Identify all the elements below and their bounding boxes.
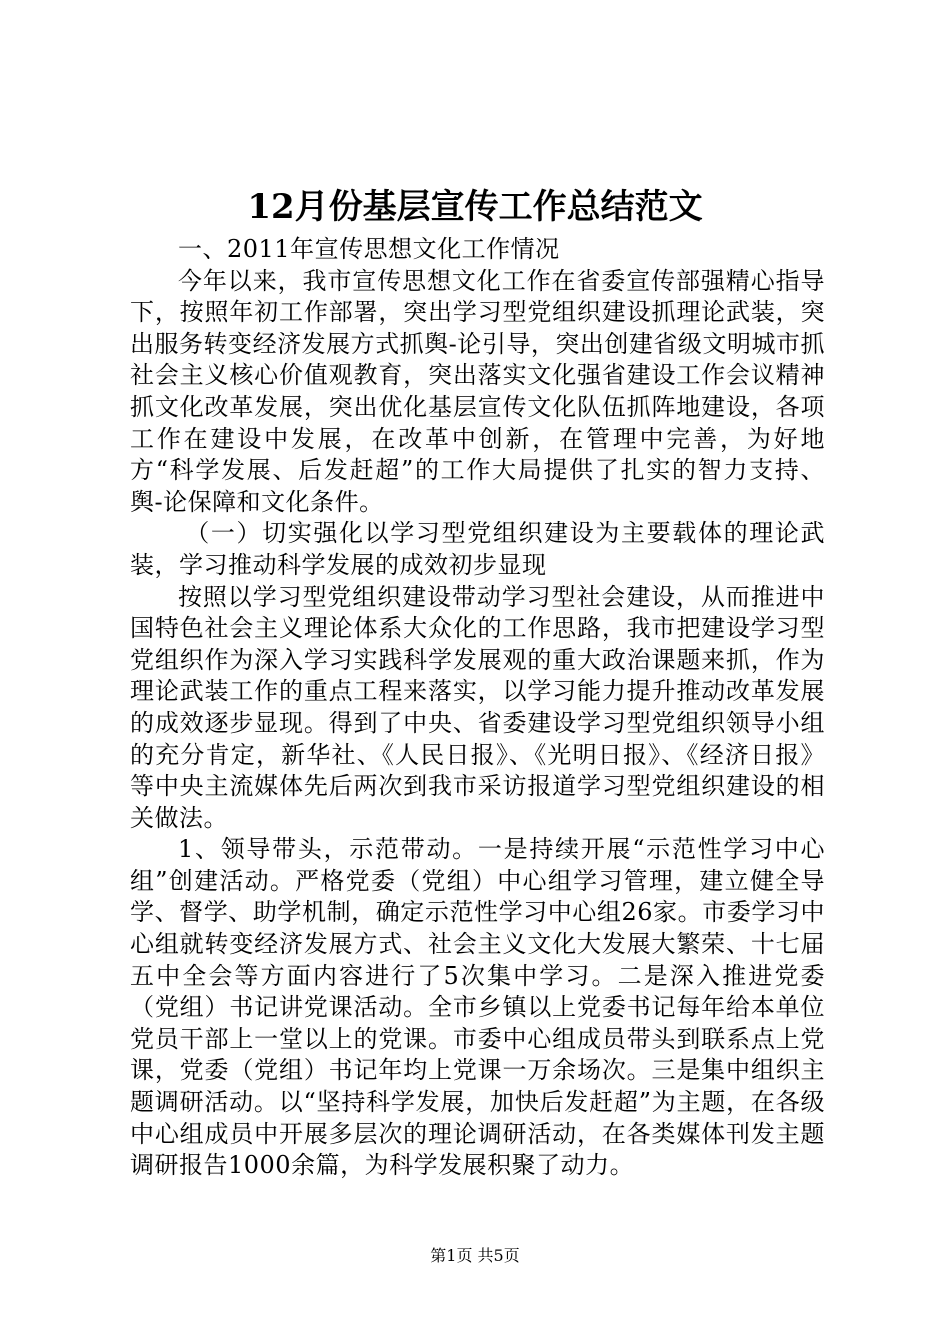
paragraph-intro: 今年以来，我市宣传思想文化工作在省委宣传部强精心指导下，按照年初工作部署，突出学习型党组织建设抓理论武装，突出服务转变经济发展方式抓舆-论引导，突出创建省级文明城市抓社会主义核心价值观教育，突出落实文化强省建设工作会议精神抓文化改革发展，突出优化基层宣传文化队伍抓阵地建设，各项工作在建设中发展，在改革中创新，在管理中完善，为好地方“科学发展、后发赶超”的工作大局提供了扎实的智力支持、舆-论保障和文化条件。 — [130, 266, 825, 516]
paragraph-learning-party: 按照以学习型党组织建设带动学习型社会建设，从而推进中国特色社会主义理论体系大众化的工作思路，我市把建设学习型党组织作为深入学习实践科学发展观的重大政治课题来抓，作为理论武装工作的重点工程来落实，以学习能力提升推动改革发展的成效逐步显现。得到了中央、省委建设学习型党组织领导小组的充分肯定，新华社、《人民日报》、《光明日报》、《经济日报》等中央主流媒体先后两次到我市采访报道学习型党组织建设的相关做法。 — [130, 582, 825, 832]
document-title: 12月份基层宣传工作总结范文 — [247, 187, 703, 227]
paragraph-leadership: 1、领导带头，示范带动。一是持续开展“示范性学习中心组”创建活动。严格党委（党组）中心组学习管理，建立健全导学、督学、助学机制，确定示范性学习中心组26家。市委学习中心组就转变经济发展方式、社会主义文化大发展大繁荣、十七届五中全会等方面内容进行了5次集中学习。二是深入推进党委（党组）书记讲党课活动。全市乡镇以上党委书记每年给本单位党员干部上一堂以上的党课。市委中心组成员带头到联系点上党课，党委（党组）书记年均上党课一万余场次。三是集中组织主题调研活动。以“坚持科学发展，加快后发赶超”为主题，在各级中心组成员中开展多层次的理论调研活动，在各类媒体刊发主题调研报告1000余篇，为科学发展积聚了动力。 — [130, 835, 825, 1180]
section-heading: 一、2011年宣传思想文化工作情况 — [178, 235, 560, 263]
document-body — [130, 234, 825, 1182]
subsection-heading: （一）切实强化以学习型党组织建设为主要载体的理论武装，学习推动科学发展的成效初步显现 — [130, 519, 825, 579]
page-number: 第1页 共5页 — [430, 1246, 520, 1265]
